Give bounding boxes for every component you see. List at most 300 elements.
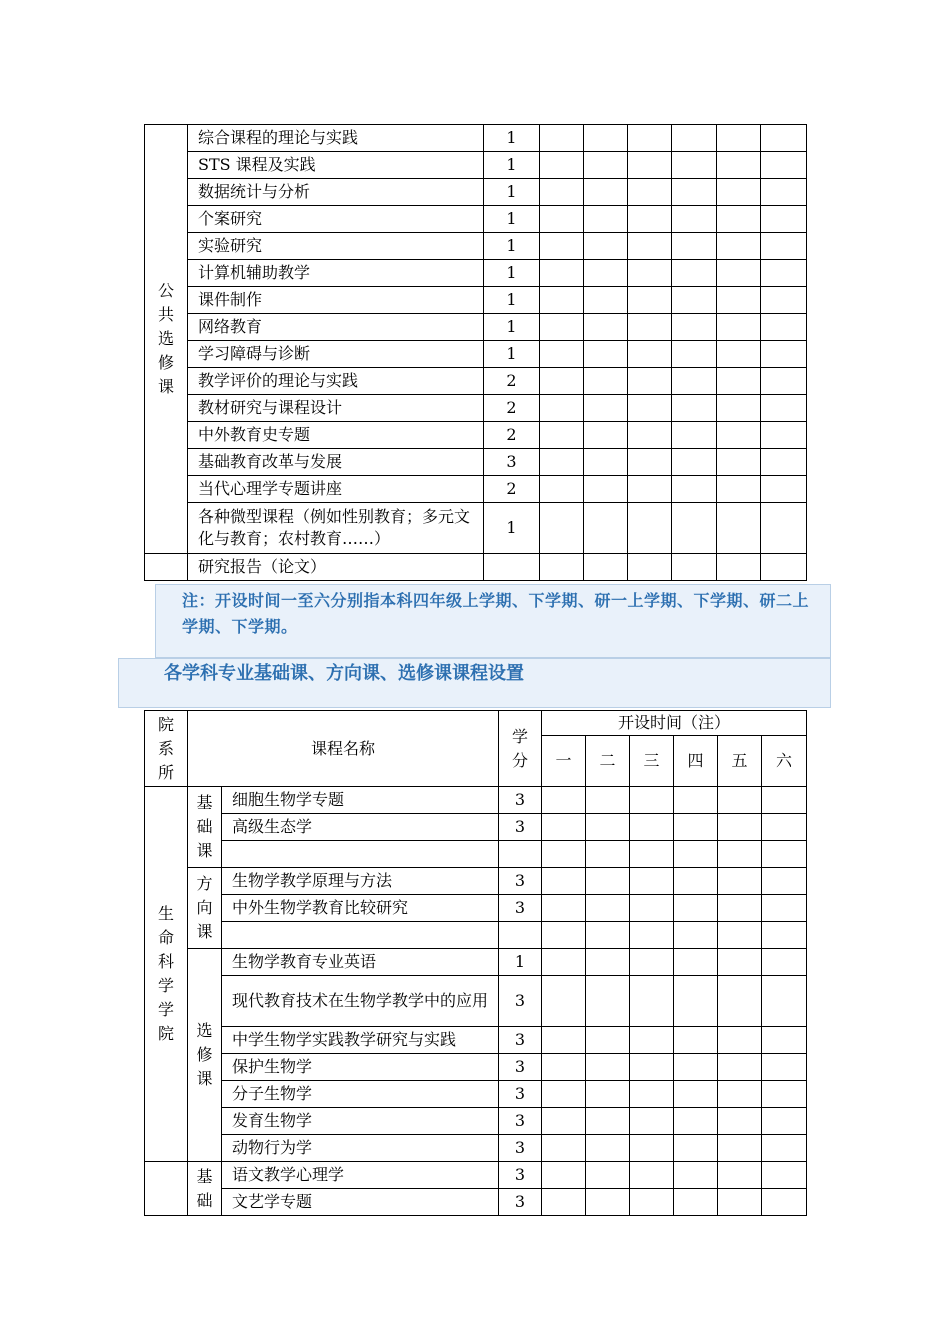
term-cell bbox=[628, 152, 672, 179]
course-credit: 1 bbox=[484, 233, 540, 260]
term-cell bbox=[586, 1162, 630, 1189]
term-cell bbox=[761, 206, 807, 233]
term-cell bbox=[674, 787, 718, 814]
course-name: 基础教育改革与发展 bbox=[188, 449, 484, 476]
course-credit: 3 bbox=[499, 868, 542, 895]
course-credit: 3 bbox=[499, 787, 542, 814]
term-cell bbox=[630, 895, 674, 922]
term-cell bbox=[717, 287, 761, 314]
term-cell bbox=[718, 1108, 762, 1135]
table-row bbox=[145, 233, 807, 260]
term-cell bbox=[542, 976, 586, 1027]
course-credit bbox=[484, 554, 540, 581]
term-cell bbox=[672, 206, 717, 233]
term-cell bbox=[717, 368, 761, 395]
course-credit: 3 bbox=[484, 449, 540, 476]
term-cell bbox=[586, 949, 630, 976]
term-cell bbox=[586, 1108, 630, 1135]
term-cell bbox=[761, 422, 807, 449]
term-cell bbox=[586, 787, 630, 814]
term-cell bbox=[628, 125, 672, 152]
course-credit: 1 bbox=[484, 179, 540, 206]
term-cell bbox=[717, 476, 761, 503]
term-cell bbox=[674, 949, 718, 976]
course-name: 中学生物学实践教学研究与实践 bbox=[222, 1027, 499, 1054]
header-term: 二 bbox=[586, 736, 630, 787]
term-cell bbox=[584, 554, 628, 581]
term-cell bbox=[762, 1162, 807, 1189]
table-row bbox=[145, 503, 807, 554]
table-row bbox=[145, 449, 807, 476]
term-cell bbox=[542, 1081, 586, 1108]
course-name: 现代教育技术在生物学教学中的应用 bbox=[222, 976, 499, 1027]
term-cell bbox=[584, 206, 628, 233]
term-cell bbox=[762, 1189, 807, 1216]
term-cell bbox=[672, 152, 717, 179]
term-cell bbox=[761, 476, 807, 503]
group-cell-text: 基础课 bbox=[196, 793, 213, 860]
course-name: 网络教育 bbox=[188, 314, 484, 341]
table-row bbox=[145, 1054, 807, 1081]
term-cell bbox=[672, 287, 717, 314]
course-name: 教材研究与课程设计 bbox=[188, 395, 484, 422]
term-cell bbox=[762, 1135, 807, 1162]
course-name: 语文教学心理学 bbox=[222, 1162, 499, 1189]
course-name: STS 课程及实践 bbox=[188, 152, 484, 179]
term-cell bbox=[542, 1135, 586, 1162]
course-name: 中外生物学教育比较研究 bbox=[222, 895, 499, 922]
term-cell bbox=[717, 179, 761, 206]
course-name: 保护生物学 bbox=[222, 1054, 499, 1081]
category-cell-text: 公共选修课 bbox=[157, 281, 174, 396]
note-text: 注：开设时间一至六分别指本科四年级上学期、下学期、研一上学期、下学期、研二上学期、下学期。 bbox=[182, 591, 810, 636]
term-cell bbox=[717, 554, 761, 581]
table-row bbox=[145, 287, 807, 314]
course-credit: 2 bbox=[484, 368, 540, 395]
course-credit: 1 bbox=[484, 503, 540, 554]
dept-cell bbox=[145, 787, 188, 1162]
term-cell bbox=[630, 1108, 674, 1135]
course-name: 当代心理学专题讲座 bbox=[188, 476, 484, 503]
table-row bbox=[145, 814, 807, 841]
term-cell bbox=[718, 787, 762, 814]
term-cell bbox=[761, 233, 807, 260]
dept-cell bbox=[145, 1162, 188, 1216]
term-cell bbox=[630, 841, 674, 868]
term-cell bbox=[717, 125, 761, 152]
term-cell bbox=[762, 1027, 807, 1054]
term-cell bbox=[674, 976, 718, 1027]
term-cell bbox=[718, 895, 762, 922]
table-row bbox=[145, 895, 807, 922]
term-cell bbox=[540, 368, 584, 395]
term-cell bbox=[717, 449, 761, 476]
term-cell bbox=[540, 179, 584, 206]
term-cell bbox=[628, 503, 672, 554]
term-cell bbox=[584, 260, 628, 287]
course-credit: 3 bbox=[499, 1135, 542, 1162]
note-box bbox=[155, 584, 831, 658]
term-cell bbox=[586, 922, 630, 949]
term-cell bbox=[630, 976, 674, 1027]
group-cell bbox=[188, 787, 222, 868]
course-name: 发育生物学 bbox=[222, 1108, 499, 1135]
term-cell bbox=[672, 395, 717, 422]
term-cell bbox=[584, 422, 628, 449]
term-cell bbox=[762, 1081, 807, 1108]
term-cell bbox=[586, 976, 630, 1027]
term-cell bbox=[718, 814, 762, 841]
course-name: 动物行为学 bbox=[222, 1135, 499, 1162]
term-cell bbox=[672, 449, 717, 476]
term-cell bbox=[674, 1054, 718, 1081]
table-row bbox=[145, 422, 807, 449]
course-name: 计算机辅助教学 bbox=[188, 260, 484, 287]
term-cell bbox=[584, 287, 628, 314]
header-term: 六 bbox=[762, 736, 807, 787]
term-cell bbox=[672, 476, 717, 503]
term-cell bbox=[542, 814, 586, 841]
table-row bbox=[145, 125, 807, 152]
course-credit: 1 bbox=[484, 206, 540, 233]
table-row bbox=[145, 395, 807, 422]
term-cell bbox=[586, 841, 630, 868]
header-time: 开设时间（注） bbox=[542, 711, 807, 736]
term-cell bbox=[542, 1108, 586, 1135]
term-cell bbox=[584, 179, 628, 206]
term-cell bbox=[540, 125, 584, 152]
term-cell bbox=[542, 841, 586, 868]
course-name: 教学评价的理论与实践 bbox=[188, 368, 484, 395]
term-cell bbox=[628, 449, 672, 476]
course-credit: 3 bbox=[499, 1054, 542, 1081]
table-row bbox=[145, 976, 807, 1027]
term-cell bbox=[542, 1189, 586, 1216]
term-cell bbox=[762, 976, 807, 1027]
course-name: 分子生物学 bbox=[222, 1081, 499, 1108]
table-row bbox=[145, 1027, 807, 1054]
header-course-name: 课程名称 bbox=[188, 711, 499, 787]
term-cell bbox=[672, 233, 717, 260]
term-cell bbox=[674, 922, 718, 949]
table-row bbox=[145, 868, 807, 895]
category-cell-empty bbox=[145, 554, 188, 581]
term-cell bbox=[718, 868, 762, 895]
term-cell bbox=[630, 868, 674, 895]
table-row bbox=[145, 314, 807, 341]
table-row bbox=[145, 1189, 807, 1216]
term-cell bbox=[718, 1081, 762, 1108]
term-cell bbox=[762, 895, 807, 922]
term-cell bbox=[584, 152, 628, 179]
category-cell bbox=[145, 125, 188, 554]
course-credit: 1 bbox=[484, 314, 540, 341]
term-cell bbox=[674, 1162, 718, 1189]
term-cell bbox=[717, 314, 761, 341]
term-cell bbox=[762, 814, 807, 841]
term-cell bbox=[542, 1054, 586, 1081]
table-row bbox=[145, 1108, 807, 1135]
term-cell bbox=[628, 554, 672, 581]
term-cell bbox=[717, 395, 761, 422]
term-cell bbox=[628, 368, 672, 395]
table-row bbox=[145, 341, 807, 368]
term-cell bbox=[674, 1189, 718, 1216]
term-cell bbox=[584, 503, 628, 554]
table-row bbox=[145, 206, 807, 233]
term-cell bbox=[674, 895, 718, 922]
term-cell bbox=[586, 868, 630, 895]
term-cell bbox=[584, 395, 628, 422]
term-cell bbox=[718, 922, 762, 949]
header-credit bbox=[499, 711, 542, 787]
term-cell bbox=[762, 1108, 807, 1135]
term-cell bbox=[718, 976, 762, 1027]
term-cell bbox=[674, 841, 718, 868]
term-cell bbox=[586, 1081, 630, 1108]
term-cell bbox=[761, 287, 807, 314]
group-cell bbox=[188, 1162, 222, 1216]
term-cell bbox=[672, 503, 717, 554]
term-cell bbox=[540, 206, 584, 233]
term-cell bbox=[584, 368, 628, 395]
term-cell bbox=[584, 125, 628, 152]
term-cell bbox=[542, 895, 586, 922]
table-row bbox=[145, 1081, 807, 1108]
term-cell bbox=[540, 449, 584, 476]
term-cell bbox=[718, 841, 762, 868]
term-cell bbox=[630, 1162, 674, 1189]
course-name: 生物学教育专业英语 bbox=[222, 949, 499, 976]
table-row bbox=[145, 949, 807, 976]
term-cell bbox=[717, 206, 761, 233]
term-cell bbox=[672, 314, 717, 341]
term-cell bbox=[672, 554, 717, 581]
table-row bbox=[145, 368, 807, 395]
term-cell bbox=[630, 814, 674, 841]
term-cell bbox=[586, 1135, 630, 1162]
term-cell bbox=[718, 1189, 762, 1216]
term-cell bbox=[762, 787, 807, 814]
term-cell bbox=[540, 422, 584, 449]
section-title-box bbox=[118, 658, 831, 708]
term-cell bbox=[540, 260, 584, 287]
table-row bbox=[145, 1162, 807, 1189]
term-cell bbox=[761, 260, 807, 287]
group-cell-text: 选修课 bbox=[196, 1021, 213, 1088]
course-credit: 3 bbox=[499, 1162, 542, 1189]
term-cell bbox=[628, 422, 672, 449]
header-term: 三 bbox=[630, 736, 674, 787]
course-credit: 2 bbox=[484, 422, 540, 449]
term-cell bbox=[586, 895, 630, 922]
term-cell bbox=[542, 787, 586, 814]
course-name: 文艺学专题 bbox=[222, 1189, 499, 1216]
term-cell bbox=[674, 868, 718, 895]
term-cell bbox=[718, 949, 762, 976]
term-cell bbox=[761, 449, 807, 476]
public-elective-table bbox=[144, 124, 807, 581]
course-name: 课件制作 bbox=[188, 287, 484, 314]
term-cell bbox=[717, 233, 761, 260]
term-cell bbox=[761, 503, 807, 554]
course-credit bbox=[499, 841, 542, 868]
term-cell bbox=[542, 1027, 586, 1054]
course-credit: 3 bbox=[499, 1027, 542, 1054]
term-cell bbox=[542, 949, 586, 976]
term-cell bbox=[672, 341, 717, 368]
term-cell bbox=[540, 476, 584, 503]
term-cell bbox=[630, 949, 674, 976]
course-credit bbox=[499, 922, 542, 949]
table-row bbox=[145, 787, 807, 814]
term-cell bbox=[584, 476, 628, 503]
course-credit: 1 bbox=[484, 260, 540, 287]
table-row bbox=[145, 179, 807, 206]
header-row bbox=[145, 711, 807, 736]
term-cell bbox=[628, 341, 672, 368]
term-cell bbox=[628, 476, 672, 503]
term-cell bbox=[540, 503, 584, 554]
term-cell bbox=[761, 314, 807, 341]
term-cell bbox=[542, 1162, 586, 1189]
course-credit: 2 bbox=[484, 395, 540, 422]
term-cell bbox=[584, 314, 628, 341]
course-credit: 1 bbox=[499, 949, 542, 976]
course-name: 细胞生物学专题 bbox=[222, 787, 499, 814]
term-cell bbox=[761, 152, 807, 179]
term-cell bbox=[584, 341, 628, 368]
course-credit: 3 bbox=[499, 1108, 542, 1135]
course-credit: 3 bbox=[499, 1081, 542, 1108]
term-cell bbox=[540, 287, 584, 314]
header-dept bbox=[145, 711, 188, 787]
course-name bbox=[222, 841, 499, 868]
term-cell bbox=[672, 368, 717, 395]
table-row bbox=[145, 554, 807, 581]
term-cell bbox=[540, 341, 584, 368]
course-credit: 1 bbox=[484, 287, 540, 314]
term-cell bbox=[628, 206, 672, 233]
term-cell bbox=[628, 287, 672, 314]
term-cell bbox=[761, 179, 807, 206]
term-cell bbox=[540, 314, 584, 341]
term-cell bbox=[674, 1027, 718, 1054]
term-cell bbox=[586, 1054, 630, 1081]
term-cell bbox=[761, 368, 807, 395]
group-cell-text: 方向课 bbox=[196, 874, 213, 941]
term-cell bbox=[628, 179, 672, 206]
term-cell bbox=[542, 922, 586, 949]
table-row bbox=[145, 476, 807, 503]
term-cell bbox=[584, 233, 628, 260]
course-credit: 2 bbox=[484, 476, 540, 503]
term-cell bbox=[672, 125, 717, 152]
term-cell bbox=[630, 1189, 674, 1216]
course-credit: 3 bbox=[499, 814, 542, 841]
term-cell bbox=[761, 554, 807, 581]
table-row bbox=[145, 1135, 807, 1162]
term-cell bbox=[672, 422, 717, 449]
course-name bbox=[222, 922, 499, 949]
course-name: 实验研究 bbox=[188, 233, 484, 260]
header-term: 四 bbox=[674, 736, 718, 787]
group-cell bbox=[188, 949, 222, 1162]
term-cell bbox=[761, 125, 807, 152]
term-cell bbox=[717, 503, 761, 554]
term-cell bbox=[540, 554, 584, 581]
dept-cell-text: 生命科学学院 bbox=[157, 904, 174, 1043]
term-cell bbox=[672, 179, 717, 206]
header-dept-text: 院系所 bbox=[157, 714, 174, 782]
term-cell bbox=[762, 922, 807, 949]
term-cell bbox=[586, 1189, 630, 1216]
term-cell bbox=[674, 814, 718, 841]
term-cell bbox=[718, 1162, 762, 1189]
group-cell bbox=[188, 868, 222, 949]
course-name: 生物学教学原理与方法 bbox=[222, 868, 499, 895]
table-row bbox=[145, 260, 807, 287]
term-cell bbox=[717, 422, 761, 449]
course-credit: 1 bbox=[484, 341, 540, 368]
term-cell bbox=[762, 868, 807, 895]
course-name: 综合课程的理论与实践 bbox=[188, 125, 484, 152]
term-cell bbox=[586, 814, 630, 841]
course-credit: 3 bbox=[499, 895, 542, 922]
term-cell bbox=[718, 1135, 762, 1162]
term-cell bbox=[717, 341, 761, 368]
term-cell bbox=[718, 1054, 762, 1081]
term-cell bbox=[630, 1054, 674, 1081]
course-name: 数据统计与分析 bbox=[188, 179, 484, 206]
table-row bbox=[145, 841, 807, 868]
table-row bbox=[145, 922, 807, 949]
term-cell bbox=[762, 1054, 807, 1081]
term-cell bbox=[542, 868, 586, 895]
term-cell bbox=[586, 1027, 630, 1054]
header-term: 五 bbox=[718, 736, 762, 787]
term-cell bbox=[540, 395, 584, 422]
course-credit: 3 bbox=[499, 976, 542, 1027]
term-cell bbox=[584, 449, 628, 476]
course-name: 研究报告（论文） bbox=[188, 554, 484, 581]
course-name: 学习障碍与诊断 bbox=[188, 341, 484, 368]
term-cell bbox=[628, 233, 672, 260]
term-cell bbox=[718, 1027, 762, 1054]
term-cell bbox=[628, 260, 672, 287]
group-cell-text: 基础 bbox=[196, 1166, 213, 1210]
term-cell bbox=[630, 922, 674, 949]
term-cell bbox=[628, 395, 672, 422]
term-cell bbox=[630, 787, 674, 814]
term-cell bbox=[761, 341, 807, 368]
header-term: 一 bbox=[542, 736, 586, 787]
course-name: 个案研究 bbox=[188, 206, 484, 233]
term-cell bbox=[672, 260, 717, 287]
section-title: 各学科专业基础课、方向课、选修课课程设置 bbox=[164, 663, 524, 684]
discipline-course-table bbox=[144, 710, 807, 1216]
term-cell bbox=[630, 1027, 674, 1054]
term-cell bbox=[674, 1135, 718, 1162]
term-cell bbox=[762, 949, 807, 976]
term-cell bbox=[761, 395, 807, 422]
term-cell bbox=[717, 152, 761, 179]
term-cell bbox=[540, 152, 584, 179]
course-name: 高级生态学 bbox=[222, 814, 499, 841]
term-cell bbox=[674, 1081, 718, 1108]
term-cell bbox=[630, 1135, 674, 1162]
term-cell bbox=[762, 841, 807, 868]
